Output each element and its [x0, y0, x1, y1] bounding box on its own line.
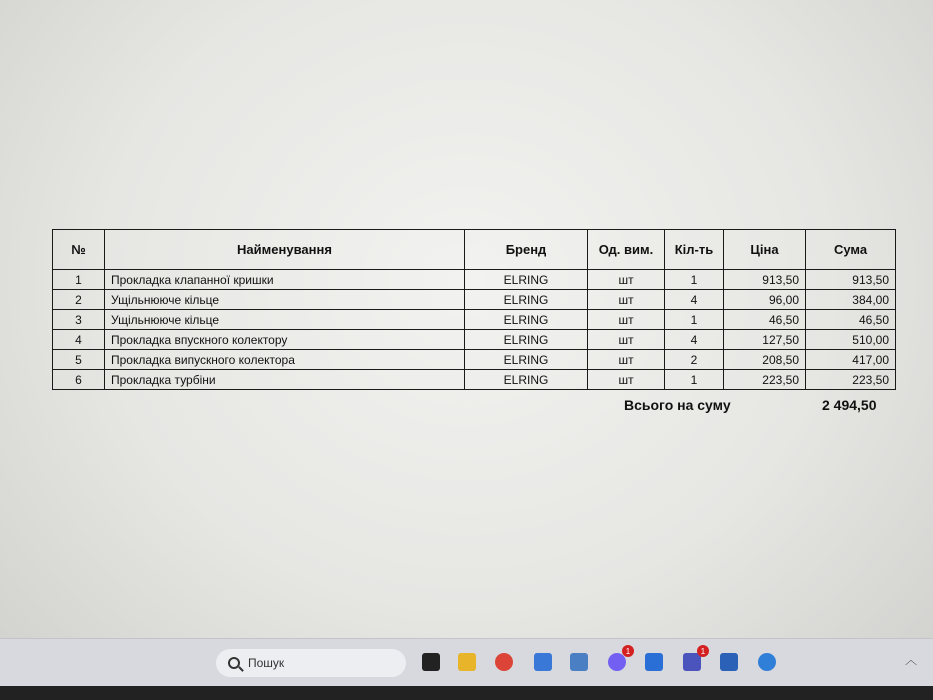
- cell-unit: шт: [588, 330, 665, 350]
- cell-name: Ущільнююче кільце: [105, 310, 465, 330]
- cell-quantity: 4: [665, 290, 724, 310]
- cell-number: 3: [53, 310, 105, 330]
- chevron-up-icon[interactable]: ︿: [905, 653, 918, 667]
- cell-brand: ELRING: [465, 370, 588, 390]
- cell-sum: 384,00: [806, 290, 896, 310]
- cell-number: 6: [53, 370, 105, 390]
- cell-quantity: 1: [665, 370, 724, 390]
- cell-price: 127,50: [724, 330, 806, 350]
- snipping-tool-icon[interactable]: [641, 649, 667, 675]
- header-brand: Бренд: [465, 230, 588, 270]
- table-row: [53, 330, 896, 350]
- table-row: [53, 290, 896, 310]
- cell-number: 1: [53, 270, 105, 290]
- total-label: Всього на суму: [624, 397, 731, 413]
- cell-unit: шт: [588, 310, 665, 330]
- table-row: [53, 350, 896, 370]
- header-number: №: [53, 230, 105, 270]
- app-icon[interactable]: [530, 649, 556, 675]
- file-explorer-icon[interactable]: [454, 649, 480, 675]
- cell-brand: ELRING: [465, 270, 588, 290]
- header-quantity: Кіл-ть: [665, 230, 724, 270]
- cell-price: 46,50: [724, 310, 806, 330]
- header-name: Найменування: [105, 230, 465, 270]
- windows-start-icon[interactable]: [180, 651, 204, 675]
- taskbar-search[interactable]: [216, 649, 406, 677]
- cell-quantity: 4: [665, 330, 724, 350]
- cell-sum: 913,50: [806, 270, 896, 290]
- cell-number: 4: [53, 330, 105, 350]
- cell-name: Ущільнююче кільце: [105, 290, 465, 310]
- cell-unit: шт: [588, 270, 665, 290]
- cell-brand: ELRING: [465, 290, 588, 310]
- viber-icon[interactable]: [604, 646, 631, 675]
- notepad-icon[interactable]: [566, 649, 592, 675]
- table-header-row: [53, 230, 896, 270]
- cell-quantity: 1: [665, 310, 724, 330]
- header-price: Ціна: [724, 230, 806, 270]
- cell-brand: ELRING: [465, 330, 588, 350]
- cell-name: Прокладка клапанної кришки: [105, 270, 465, 290]
- task-view-icon[interactable]: [418, 649, 444, 675]
- cell-price: 96,00: [724, 290, 806, 310]
- cell-brand: ELRING: [465, 350, 588, 370]
- total-value: 2 494,50: [822, 397, 877, 413]
- cell-sum: 46,50: [806, 310, 896, 330]
- cell-name: Прокладка випускного колектора: [105, 350, 465, 370]
- notification-badge: 1: [697, 645, 709, 657]
- cell-unit: шт: [588, 290, 665, 310]
- notification-badge: 1: [622, 645, 634, 657]
- cell-number: 5: [53, 350, 105, 370]
- cell-brand: ELRING: [465, 310, 588, 330]
- table-row: [53, 370, 896, 390]
- edge-icon[interactable]: [754, 649, 780, 675]
- cell-name: Прокладка впускного колектору: [105, 330, 465, 350]
- cell-price: 223,50: [724, 370, 806, 390]
- search-icon: [228, 657, 240, 669]
- cell-quantity: 1: [665, 270, 724, 290]
- search-placeholder: Пошук: [248, 656, 285, 670]
- cell-name: Прокладка турбіни: [105, 370, 465, 390]
- cell-unit: шт: [588, 350, 665, 370]
- cell-quantity: 2: [665, 350, 724, 370]
- cell-sum: 223,50: [806, 370, 896, 390]
- table-row: [53, 310, 896, 330]
- cell-unit: шт: [588, 370, 665, 390]
- cell-sum: 417,00: [806, 350, 896, 370]
- chrome-icon[interactable]: [491, 649, 517, 675]
- taskbar: [0, 638, 933, 687]
- cell-price: 913,50: [724, 270, 806, 290]
- teams-icon[interactable]: [679, 646, 706, 675]
- cell-number: 2: [53, 290, 105, 310]
- cell-sum: 510,00: [806, 330, 896, 350]
- monitor-bezel: [0, 686, 933, 700]
- document-icon[interactable]: [716, 649, 742, 675]
- header-unit: Од. вим.: [588, 230, 665, 270]
- header-sum: Сума: [806, 230, 896, 270]
- cell-price: 208,50: [724, 350, 806, 370]
- table-row: [53, 270, 896, 290]
- invoice-table: [52, 229, 896, 390]
